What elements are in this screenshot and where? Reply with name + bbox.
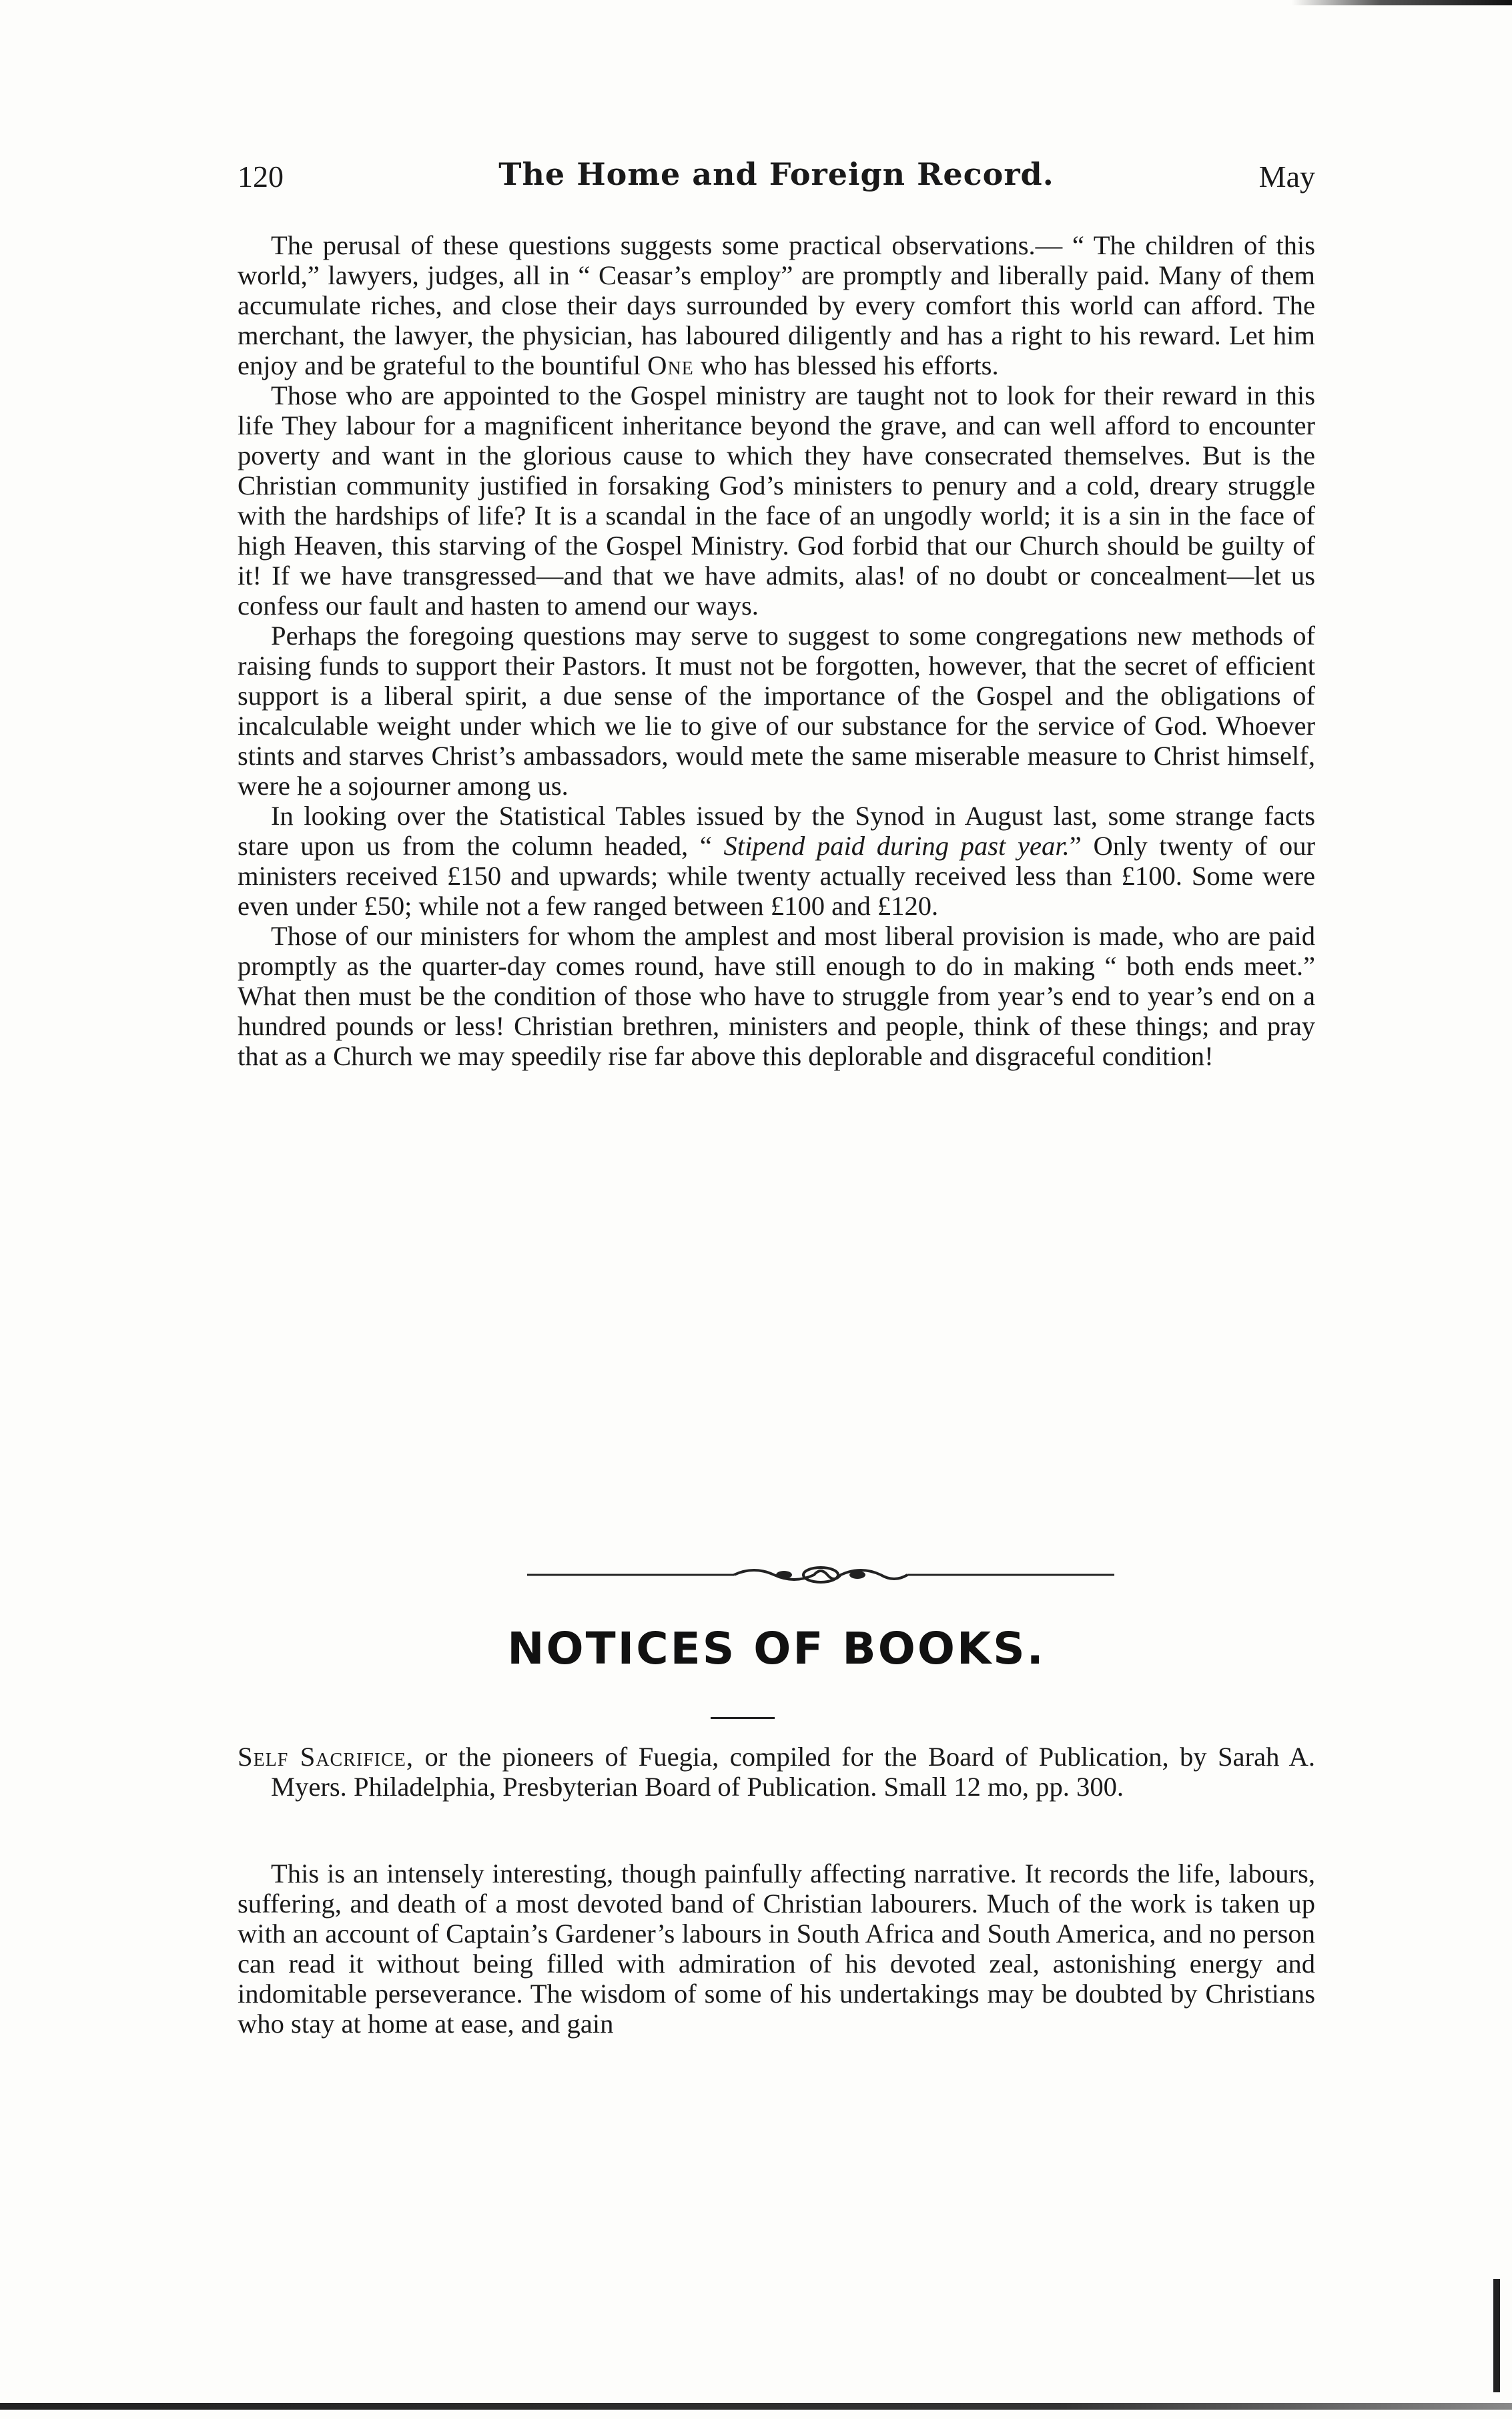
paragraph-5: Those of our ministers for whom the amplest and most liberal provision is made, who are paid promptly as the quarter-day comes round, have still enough to do in making “ both ends meet.” What then must be the condition of those who have to struggle from year’s end to year’s end on a hundred pounds or less! Christian brethren, ministers and people, think of these things; and pray that as a Church we may speedily rise far above this deplorable and disgraceful condition! — [238, 921, 1315, 1071]
paragraph-1 — [238, 230, 1315, 380]
paragraph-1-end: who has blessed his efforts. — [693, 350, 999, 380]
book-citation — [238, 1742, 1315, 1802]
one-small-caps: One — [647, 350, 694, 380]
running-header — [238, 156, 1315, 206]
paragraph-2: Those who are appointed to the Gospel ministry are taught not to look for their reward in this life They labour for a magnificent inheritance beyond the grave, and can well afford to encounter poverty and want in the glorious cause to which they have consecrated themselves. But is the Christian community justified in forsaking God’s ministers to penury and a cold, dreary struggle with the hardships of life? It is a scandal in the face of an ungodly world; it is a sin in the face of high Heaven, this starving of the Gospel Ministry. God forbid that our Church should be guilty of it! If we have transgressed—and that we have admits, alas! of no doubt or concealment—let us confess our fault and hasten to amend our ways. — [238, 380, 1315, 621]
scan-edge-right — [1467, 2279, 1500, 2392]
book-review: This is an intensely interesting, though painfully affecting narrative. It records the life, labours, suffering, and death of a most devoted band of Christian labourers. Much of the work is taken up with an account of Captain’s Gardener’s labours in South Africa and South America, and no person can read it without being filled with admiration of his devoted zeal, astonishing energy and indomitable perseverance. The wisdom of some of his undertakings may be doubted by Christians who stay at home at ease, and gain — [238, 1858, 1315, 2039]
paragraph-3: Perhaps the foregoing questions may serve to suggest to some congregations new methods of raising funds to support their Pastors. It must not be forgotten, however, that the secret of efficient support is a liberal spirit, a due sense of the importance of the Gospel and the obligations of incalculable weight under which we lie to give of our substance for the service of God. Whoever stints and starves Christ’s ambassadors, would mete the same miserable measure to Christ himself, were he a sojourner among us. — [238, 621, 1315, 801]
paragraph-1-text: The perusal of these questions suggests some practical observations.— “ The children of this world,” lawyers, judges, all in “ Ceasar’s employ” are promptly and liberally paid. Many of them accumulate riches, and close their days surrounded by every comfort this world can afford. The merchant, the lawyer, the physician, has laboured diligently and has a right to his reward. Let him enjoy and be grateful to the bountiful — [238, 230, 1315, 380]
stipend-column-heading: Stipend paid during past year. — [723, 831, 1070, 861]
ornamental-divider — [527, 1562, 1114, 1588]
scan-edge-bottom — [0, 2403, 1512, 2410]
book-title: Self Sacrifice, — [238, 1742, 414, 1772]
paragraph-4 — [238, 801, 1315, 921]
book-details: or the pioneers of Fuegia, compiled for the Board of Publication, by Sarah A. Myers. Philadelphia, Presbyterian Board of Publication. Small 12 mo, pp. 300. — [271, 1742, 1315, 1802]
header-month: May — [1258, 159, 1315, 194]
section-title: NOTICES OF BOOKS. — [507, 1623, 1046, 1674]
title-rule — [711, 1717, 775, 1719]
paragraph-4-start: In looking over the Statistical Tables issued by the Synod in August last, some strange facts stare upon us from the column headed, “ — [238, 801, 1315, 861]
scan-edge-top — [1292, 0, 1512, 5]
running-title: The Home and Foreign Record. — [498, 156, 1054, 192]
paragraph-4-end: ” Only twenty of our ministers received £150 and upwards; while twenty actually received less than £100. Some were even under £50; while not a few ranged between £100 and £120. — [238, 831, 1316, 921]
page-number: 120 — [238, 159, 284, 194]
article-body — [238, 230, 1315, 1071]
